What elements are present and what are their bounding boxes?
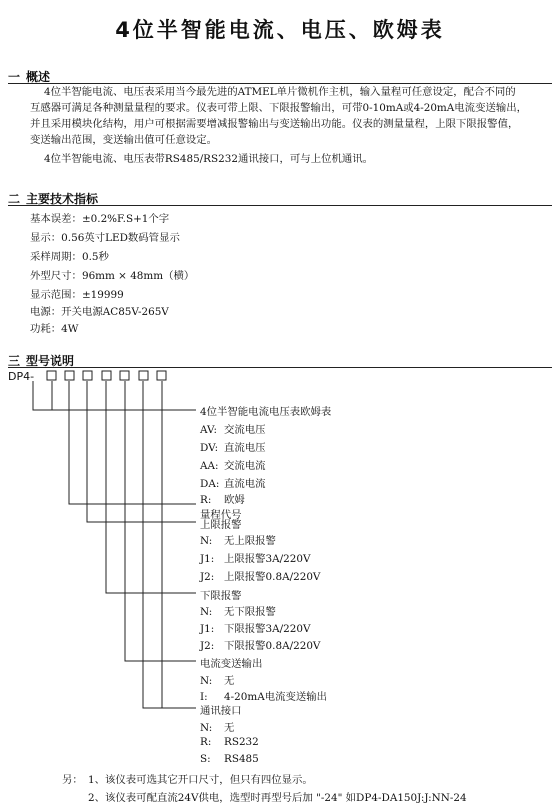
spec-item: 外型尺寸：96mm × 48mm（横） xyxy=(30,270,195,282)
code-option: J2: 上限报警0.8A/220V xyxy=(200,571,321,583)
code-box xyxy=(65,371,74,380)
branch-line-lower-alarm xyxy=(106,381,196,593)
section-heading-specs: 二 主要技术指标 xyxy=(8,192,99,206)
code-option: I: 4-20mA电流变送输出 xyxy=(200,691,328,703)
note-item: 2、该仪表可配直流24V供电，选型时再型号后加 "-24" 如DP4-DA150J:J:NN-24 xyxy=(88,792,467,804)
code-box xyxy=(139,371,148,380)
note-label: 另： xyxy=(62,774,83,786)
overview-line: 4位半智能电流、电压表采用当今最先进的ATMEL单片微机作主机，输入量程可任意设定，配合不同的 xyxy=(44,86,516,98)
page-title: 4位半智能电流、电压、欧姆表 xyxy=(115,18,445,42)
spec-item: 功耗：4W xyxy=(30,323,79,335)
branch-line-current-output xyxy=(125,381,196,661)
code-option: S: RS485 xyxy=(200,753,259,765)
overview-line: 变送输出范围，变送输出值可任意设定。 xyxy=(30,134,218,146)
code-box xyxy=(102,371,111,380)
code-option: J1: 上限报警3A/220V xyxy=(200,553,311,565)
code-label: 下限报警 xyxy=(200,590,242,602)
model-prefix: DP4- xyxy=(8,370,35,383)
overview-line: 4位半智能电流、电压表带RS485/RS232通讯接口，可与上位机通讯。 xyxy=(44,153,374,165)
code-box xyxy=(157,371,166,380)
code-option: J1: 下限报警3A/220V xyxy=(200,623,311,635)
note-item: 1、该仪表可选其它开口尺寸，但只有四位显示。 xyxy=(88,774,313,786)
branch-line-range xyxy=(69,381,196,504)
spec-item: 显示范围：±19999 xyxy=(30,289,124,301)
spec-item: 采样周期：0.5秒 xyxy=(30,251,109,263)
code-option: J2: 下限报警0.8A/220V xyxy=(200,640,321,652)
code-option: R: 欧姆 xyxy=(200,494,245,506)
code-option: N: 无下限报警 xyxy=(200,606,276,618)
spec-item: 显示：0.56英寸LED数码管显示 xyxy=(30,232,180,244)
branch-line-upper-alarm xyxy=(87,381,196,522)
code-option: AA: 交流电流 xyxy=(200,460,266,472)
code-option: DV: 直流电压 xyxy=(200,442,266,454)
overview-line: 互感器可满足各种测量量程的要求。仪表可带上限、下限报警输出，可带0-10mA或4-20mA电流变送输出， xyxy=(30,102,528,114)
code-option: R: RS232 xyxy=(200,736,259,748)
branch-line-comm xyxy=(143,381,196,708)
code-option: AV: 交流电压 xyxy=(200,424,266,436)
code-label: 上限报警 xyxy=(200,519,242,531)
code-label: 电流变送输出 xyxy=(200,658,263,670)
code-option: N: 无 xyxy=(200,675,235,687)
code-option: N: 无 xyxy=(200,722,235,734)
spec-item: 电源：开关电源AC85V-265V xyxy=(30,306,169,318)
code-box xyxy=(83,371,92,380)
code-label: 通讯接口 xyxy=(200,705,242,717)
code-box xyxy=(47,371,56,380)
section-heading-overview: 一 概述 xyxy=(8,70,51,84)
code-label: 量程代号 xyxy=(200,509,242,521)
code-option: N: 无上限报警 xyxy=(200,535,276,547)
code-box xyxy=(120,371,129,380)
code-option: DA: 直流电流 xyxy=(200,478,266,490)
overview-line: 并且采用模块化结构，用户可根据需要增减报警输出与变送输出功能。仪表的测量量程，上限下限报警值， xyxy=(30,118,519,130)
spec-item: 基本误差：±0.2%F.S+1个字 xyxy=(30,213,170,225)
branch-line-series xyxy=(33,381,196,410)
code-label: 4位半智能电流电压表欧姆表 xyxy=(200,406,332,418)
section-heading-model: 三 型号说明 xyxy=(8,354,75,368)
